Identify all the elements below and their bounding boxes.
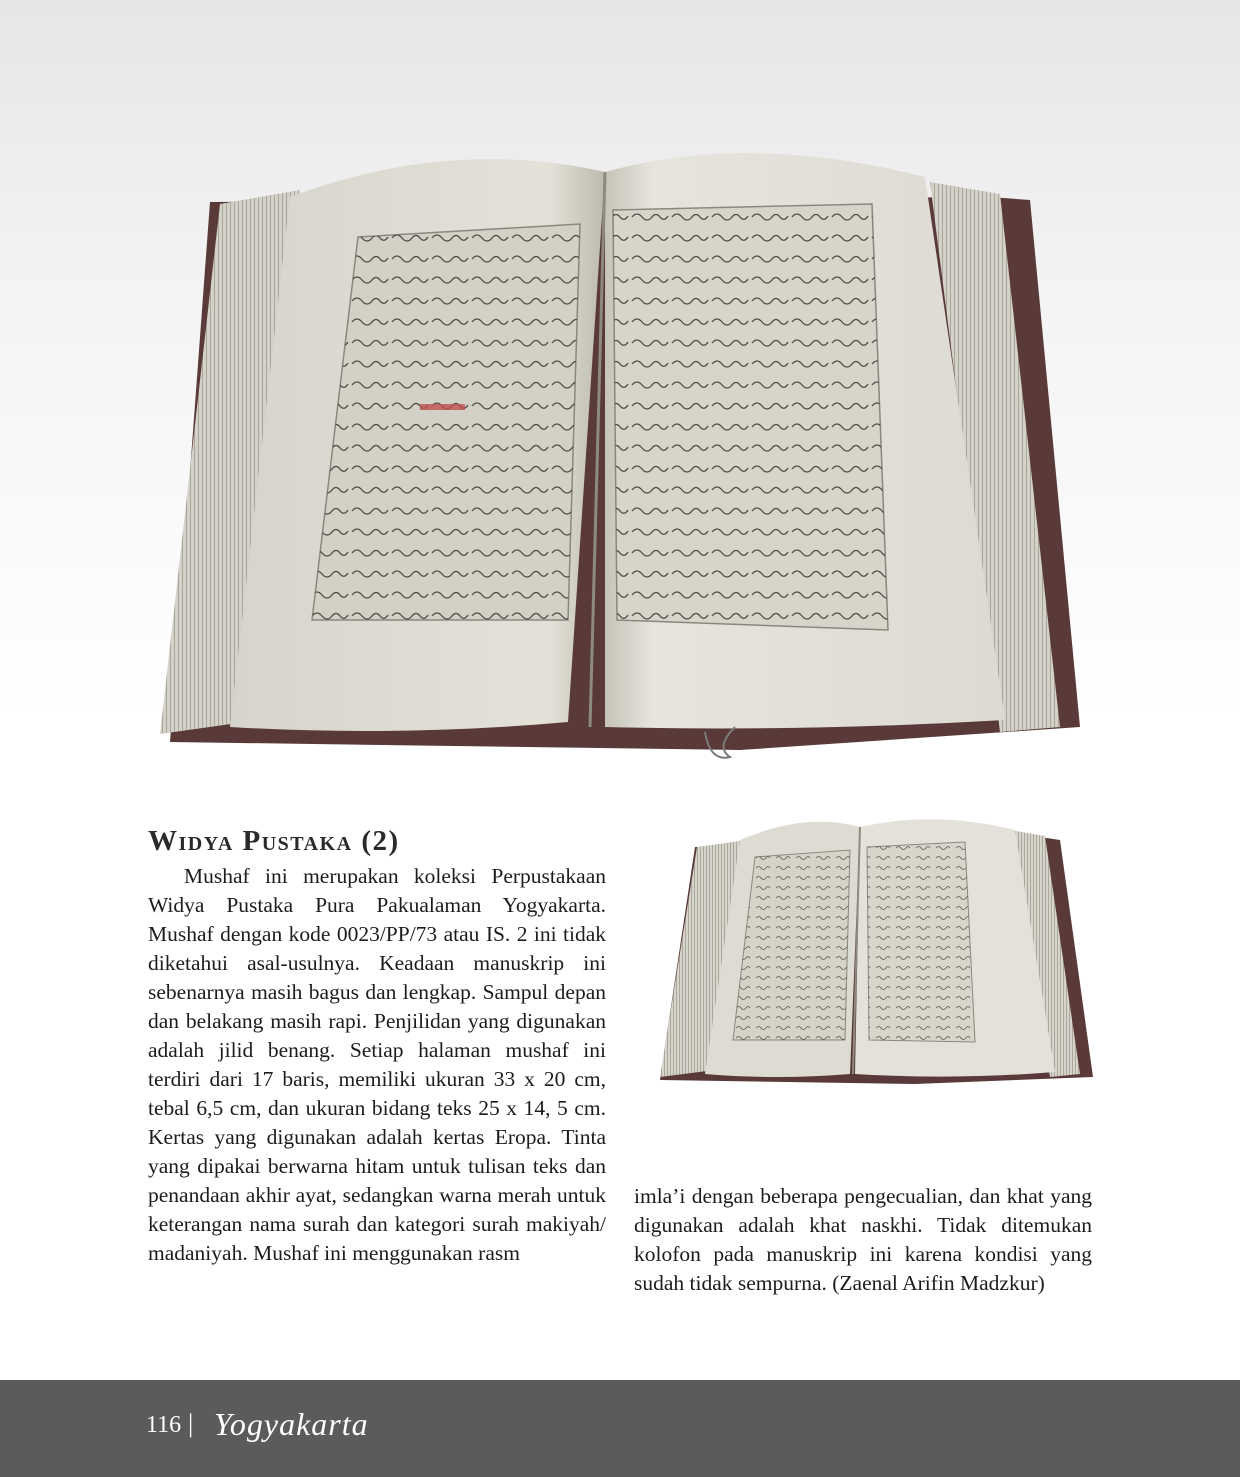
- article-body-left: Mushaf ini merupakan koleksi Perpustakaan Widya Pustaka Pura Pakualaman Yogyakarta. Mushaf dengan kode 0023/PP/73 atau IS. 2 ini tidak diketahui asal-usulnya. Keadaan manuskrip ini sebenarnya masih bagus dan lengkap. Sampul depan dan belakang masih rapi. Penjilidan yang digunakan adalah jilid benang. Setiap halaman mushaf ini terdiri dari 17 baris, memiliki ukuran 33 x 20 cm, tebal 6,5 cm, dan ukuran bidang teks 25 x 14, 5 cm. Kertas yang digunakan adalah kertas Eropa. Tinta yang dipakai berwarna hitam untuk tulisan teks dan penandaan akhir ayat, sedangkan warna merah untuk keterangan nama surah dan kategori surah makiyah/ madaniyah. Mushaf ini menggunakan rasm: [148, 864, 606, 1265]
- article-title: Widya Pustaka (2): [148, 825, 400, 858]
- footer-place-name: Yogyakarta: [214, 1406, 369, 1442]
- open-book-icon: [655, 812, 1095, 1087]
- article-body-right: imla’i dengan beberapa pengecualian, dan khat yang digunakan adalah khat naskhi. Tidak ditemukan kolofon pada manuskrip ini karena kondisi yang sudah tidak sempurna. (Zaenal Arifin Madzkur): [634, 1184, 1092, 1295]
- manuscript-photo-large: [150, 142, 1095, 767]
- page-footer: [0, 1380, 1240, 1477]
- open-book-icon: [150, 142, 1095, 767]
- footer-separator: |: [188, 1409, 194, 1438]
- manuscript-photo-small: [655, 812, 1095, 1087]
- page-number: 116: [146, 1412, 182, 1438]
